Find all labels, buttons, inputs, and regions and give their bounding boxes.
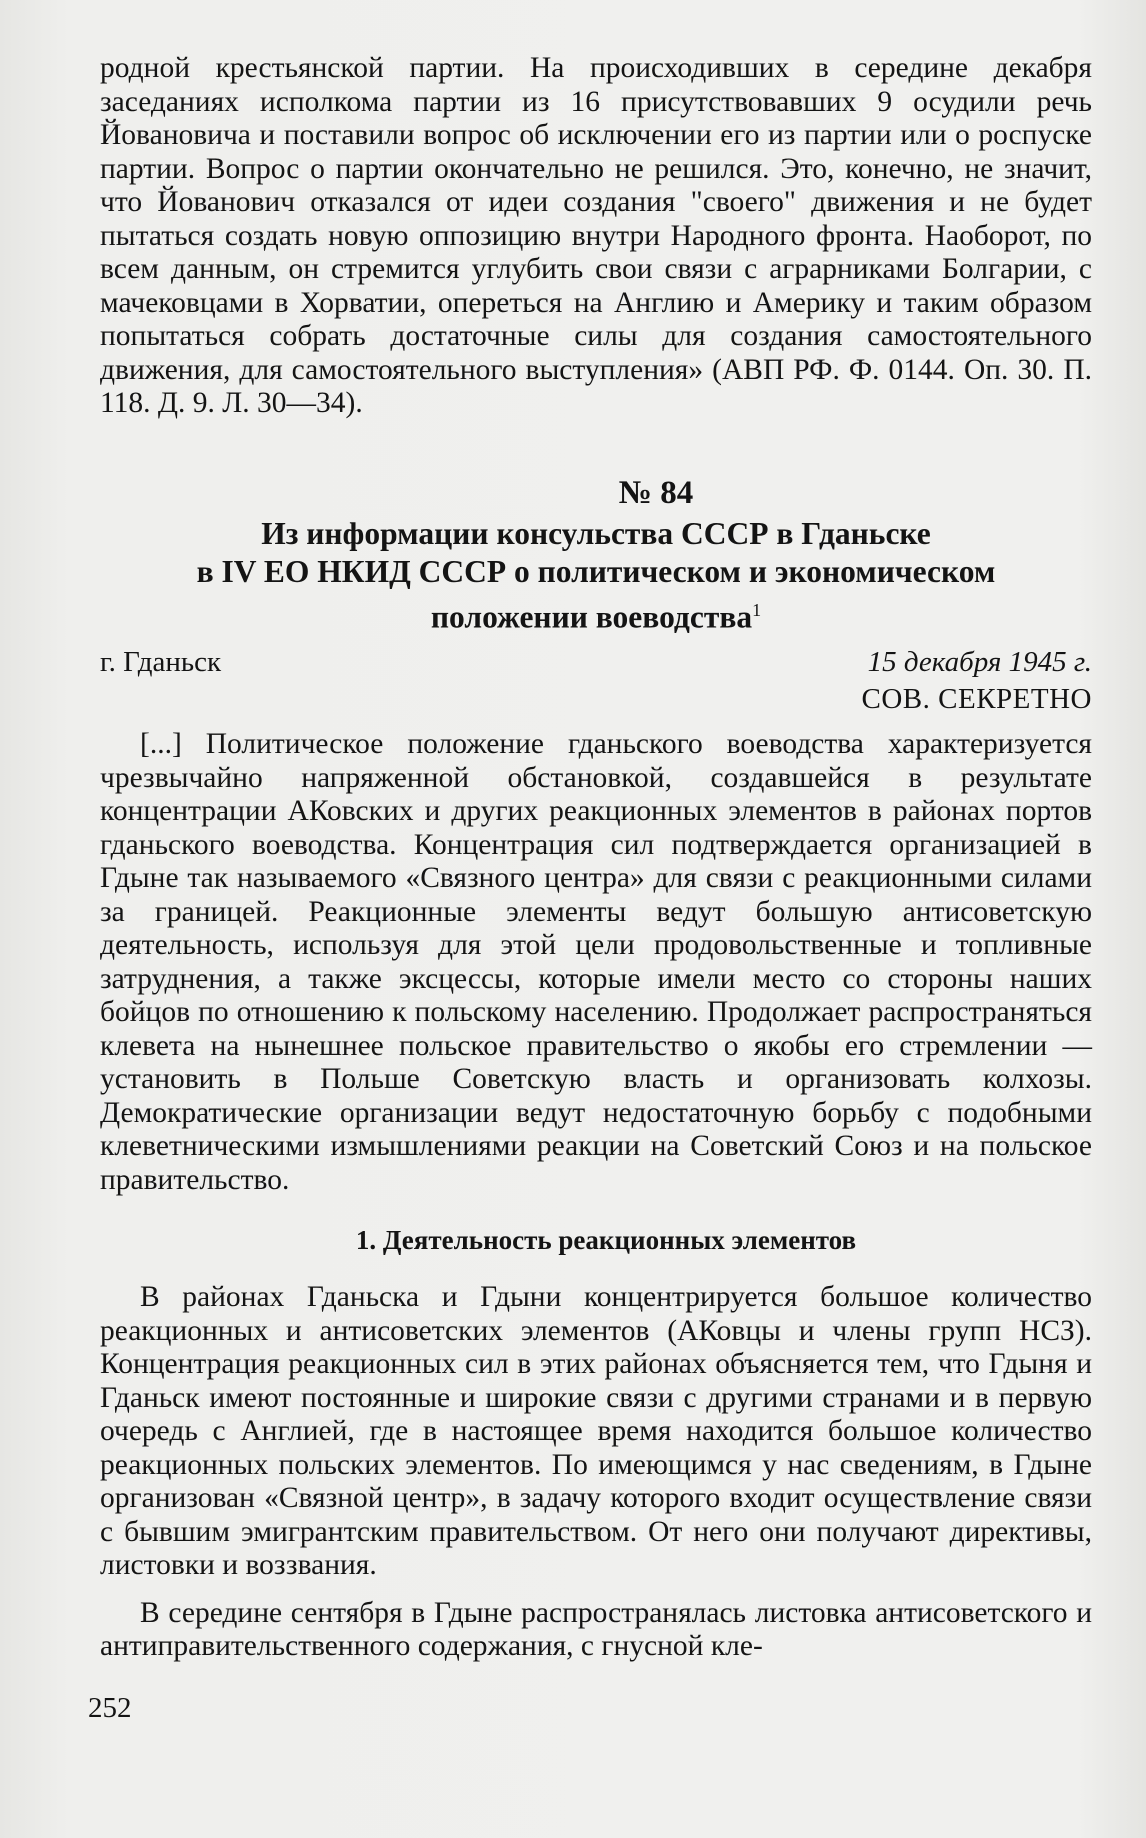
document-date: 15 декабря 1945 г.	[867, 646, 1092, 678]
body-paragraph-1: [...] Политическое положение гданьского воеводства характеризуется чрезвычайно напряженной обстановкой, создавшейся в результате концентрации АКовских и других реакционных элементов в районах портов гданьского воеводства. Концентрация сил подтверждается организацией в Гдыне так называемого «Связного центра» для связи с реакционными силами за границей. Реакционные элементы ведут большую антисоветскую деятельность, используя для этой цели продовольственные и топливные затруднения, а также эксцессы, которые имели место со стороны наших бойцов по отношению к польскому населению. Продолжает распространяться клевета на нынешнее польское правительство о якобы его стремлении — установить в Польше Советскую власть и организовать колхозы. Демократические организации ведут недостаточную борьбу с подобными клеветническими измышлениями реакции на Советский Союз и на польское правительство.	[100, 728, 1092, 1196]
intro-paragraph: родной крестьянской партии. На происходивших в середине декабря заседаниях исполкома партии из 16 присутствовавших 9 осудили речь Йовановича и поставили вопрос об исключении его из партии или о роспуске партии. Вопрос о партии окончательно не решился. Это, конечно, не значит, что Йованович отказался от идеи создания "своего" движения и не будет пытаться создать новую оппозицию внутри Народного фронта. Наоборот, по всем данным, он стремится углубить свои связи с аграрниками Болгарии, с мачековцами в Хорватии, опереться на Англию и Америку и таким образом попытаться собрать достаточные силы для создания самостоятельного движения, для самостоятельного выступления» (АВП РФ. Ф. 0144. Оп. 30. П. 118. Д. 9. Л. 30—34).	[100, 52, 1092, 419]
classification-stamp: СОВ. СЕКРЕТНО	[861, 683, 1092, 715]
document-title-line-2: в IV ЕО НКИД СССР о политическом и экономическом	[196, 553, 996, 589]
document-title-line-3	[100, 591, 1092, 637]
body-paragraph-2: В районах Гданьска и Гдыни концентрируется большое количество реакционных и антисоветских элементов (АКовцы и члены групп НСЗ). Концентрация реакционных сил в этих районах объясняется тем, что Гдыня и Гданьск имеют постоянные и широкие связи с другими странами и в первую очередь с Англией, где в настоящее время находится большое количество реакционных польских элементов. По имеющимся у нас сведениям, в Гдыне организован «Связной центр», в задачу которого входит осуществление связи с бывшим эмигрантским правительством. От него они получают директивы, листовки и воззвания.	[100, 1281, 1092, 1581]
section-heading: 1. Деятельность реакционных элементов	[355, 1225, 857, 1255]
document-place: г. Гданьск	[100, 646, 222, 678]
place-date-row	[100, 644, 1092, 680]
text-column	[100, 52, 1092, 1664]
footnote-mark: 1	[752, 599, 762, 620]
body-paragraph-3: В середине сентября в Гдыне распространялась листовка антисоветского и антиправительственного содержания, с гнусной кле-	[100, 1596, 1092, 1662]
document-title-line-3-text: положении воеводства	[430, 599, 753, 634]
page-number: 252	[88, 1692, 132, 1724]
document-title	[100, 515, 1092, 637]
document-title-line-1: Из информации консульства СССР в Гданьске	[261, 515, 931, 551]
document-number: № 84	[618, 474, 694, 511]
